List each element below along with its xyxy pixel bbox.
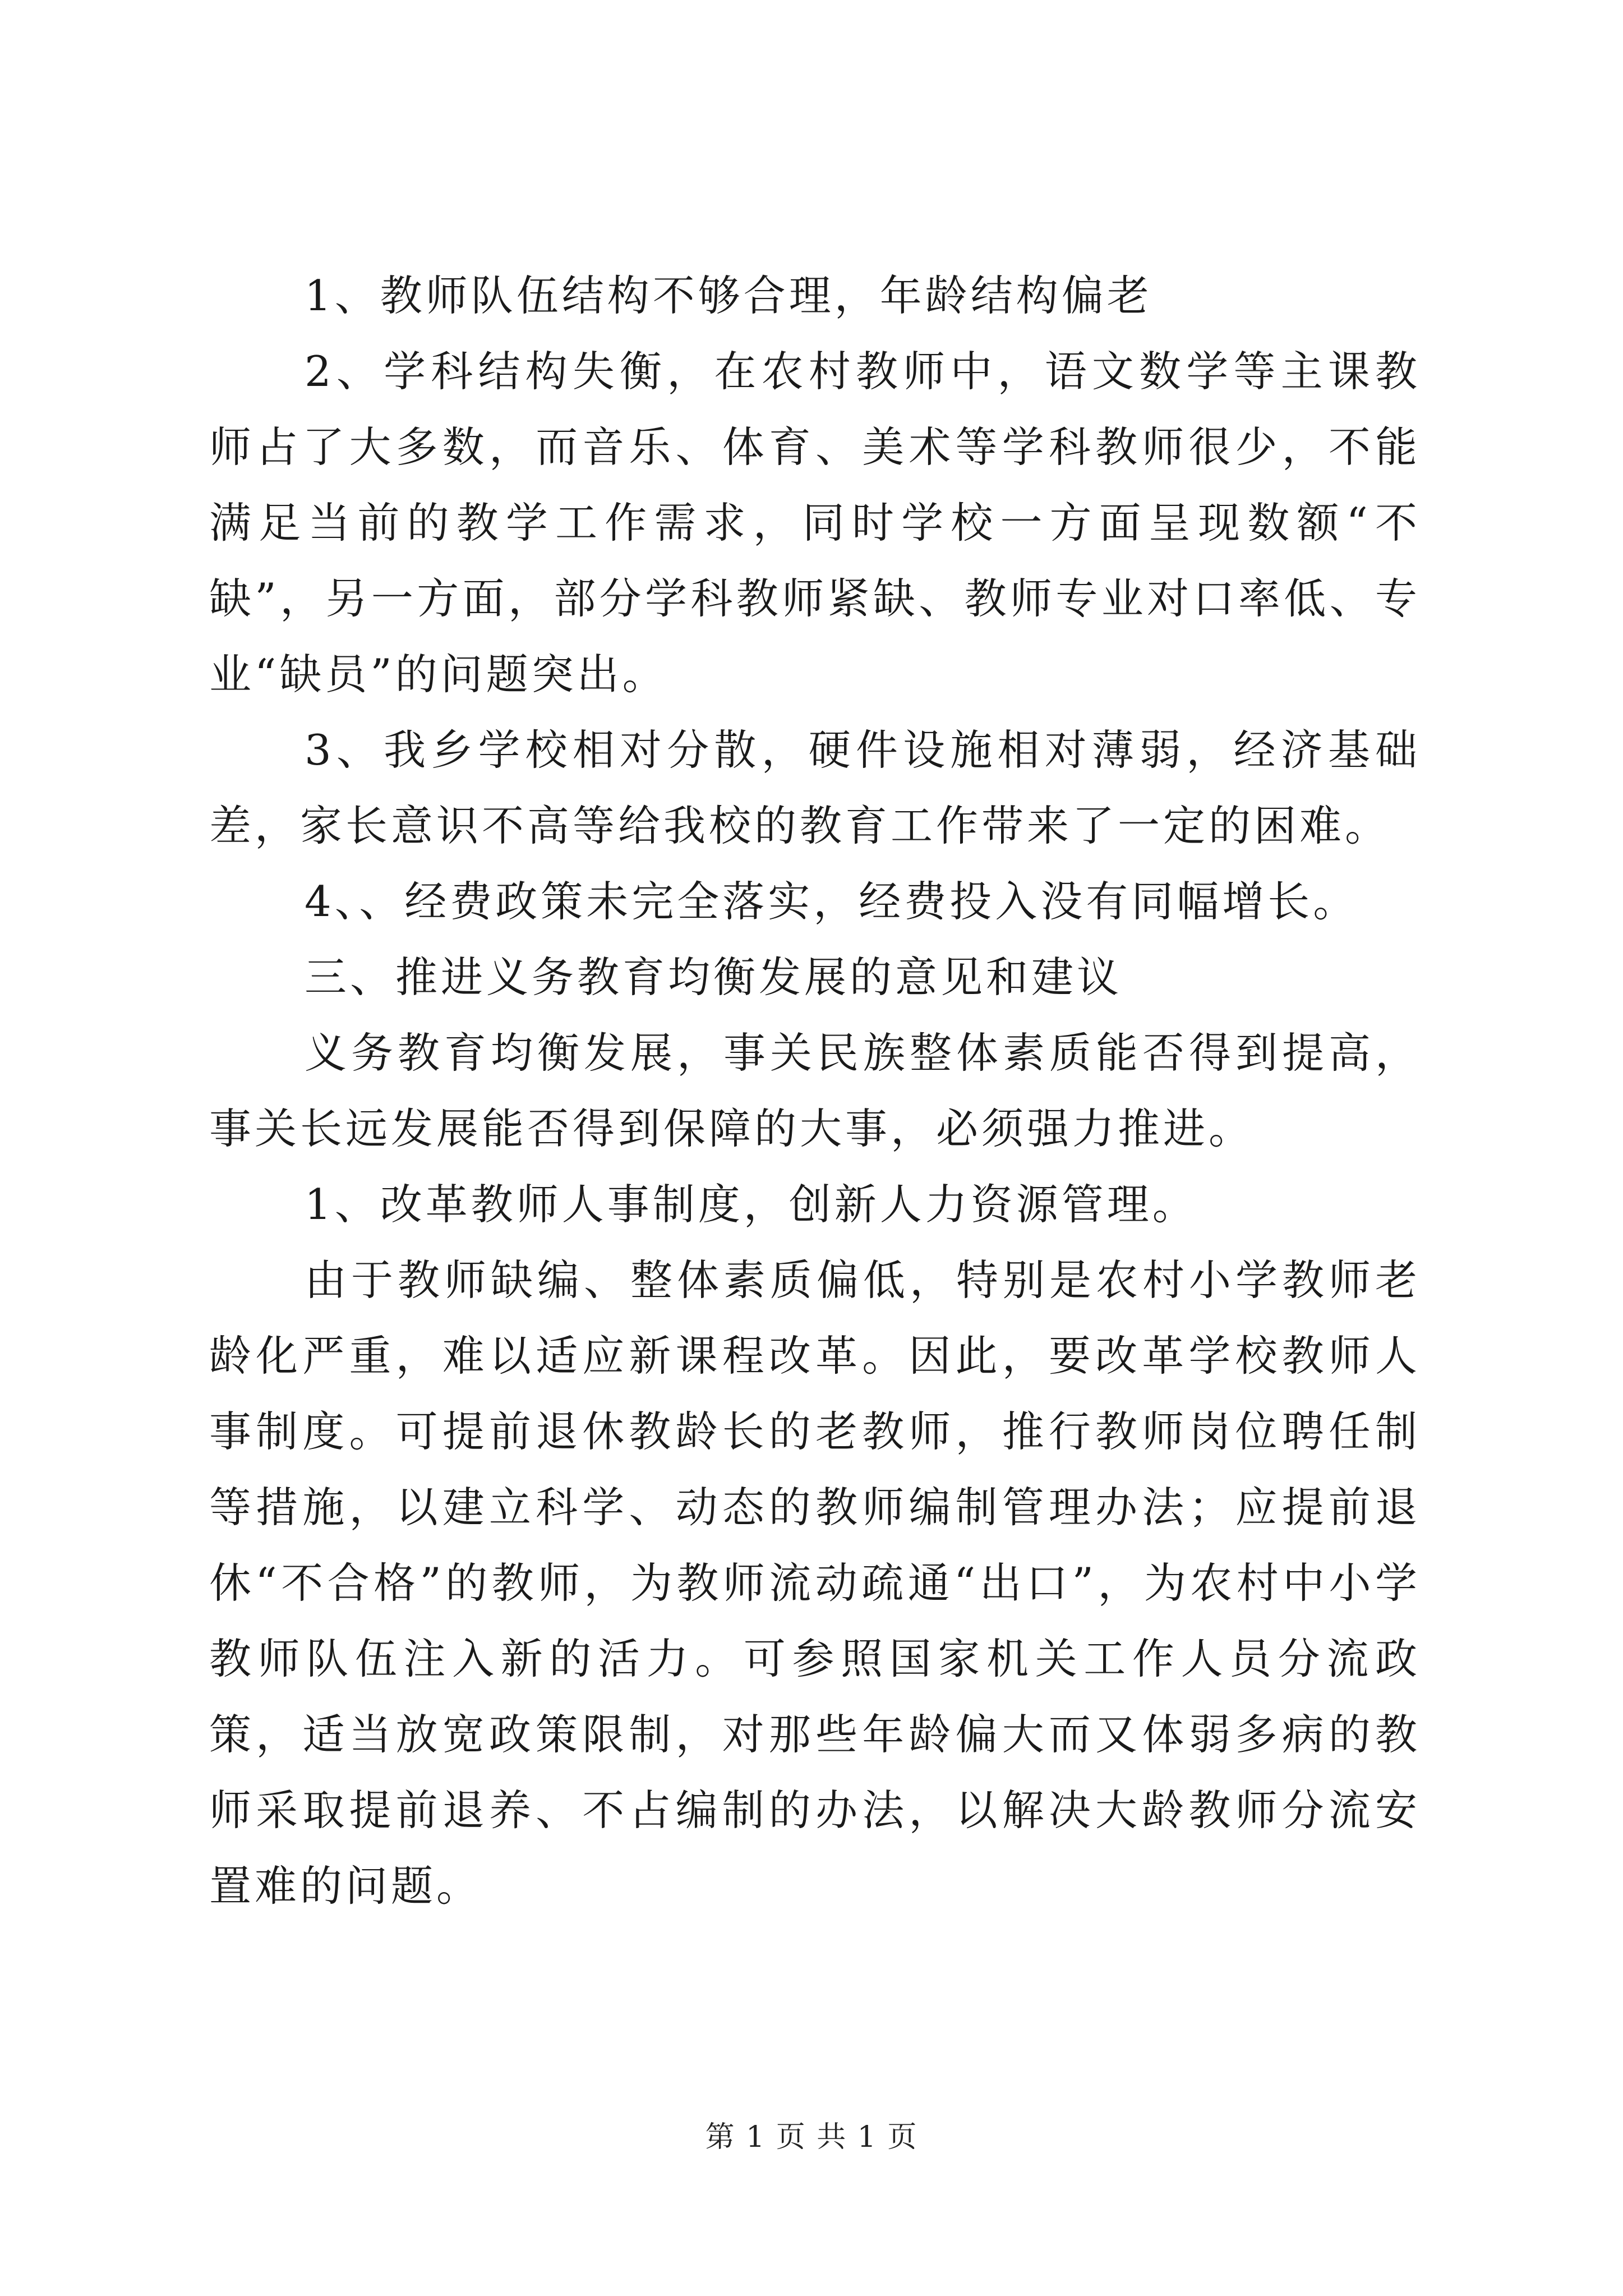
paragraph-problem-4: 4、、经费政策未完全落实，经费投入没有同幅增长。 bbox=[305, 877, 1359, 926]
page-footer: 第 1 页 共 1 页 bbox=[705, 2120, 918, 2154]
paragraph-problem-1: 1、教师队伍结构不够合理，年龄结构偏老 bbox=[305, 271, 1152, 320]
paragraph-intro: 义务教育均衡发展，事关民族整体素质能否得到提高，事关长远发展能否得到保障的大事，必须强力推进。 bbox=[209, 1028, 1421, 1153]
paragraph-suggestion-1-detail: 由于教师缺编、整体素质偏低，特别是农村小学教师老龄化严重，难以适应新课程改革。因此，要改革学校教师人事制度。可提前退休教龄长的老教师，推行教师岗位聘任制等措施，以建立科学、动态的教师编制管理办法；应提前退休“不合格”的教师，为教师流动疏通“出口”，为农村中小学教师队伍注入新的活力。可参照国家机关工作人员分流政策，适当放宽政策限制，对那些年龄偏大而又体弱多病的教师采取提前退养、不占编制的办法，以解决大龄教师分流安置难的问题。 bbox=[209, 1255, 1421, 1911]
paragraph-problem-3: 3、我乡学校相对分散，硬件设施相对薄弱，经济基础差，家长意识不高等给我校的教育工作带来了一定的困难。 bbox=[209, 725, 1421, 850]
section-heading-suggestions: 三、推进义务教育均衡发展的意见和建议 bbox=[305, 953, 1123, 1002]
paragraph-suggestion-1: 1、改革教师人事制度，创新人力资源管理。 bbox=[305, 1180, 1198, 1229]
paragraph-problem-2: 2、学科结构失衡，在农村教师中，语文数学等主课教师占了大多数，而音乐、体育、美术等学科教师很少，不能满足当前的教学工作需求，同时学校一方面呈现数额“不缺”，另一方面，部分学科教师紧缺、教师专业对口率低、专业“缺员”的问题突出。 bbox=[209, 347, 1421, 699]
document-body bbox=[209, 258, 1421, 1924]
